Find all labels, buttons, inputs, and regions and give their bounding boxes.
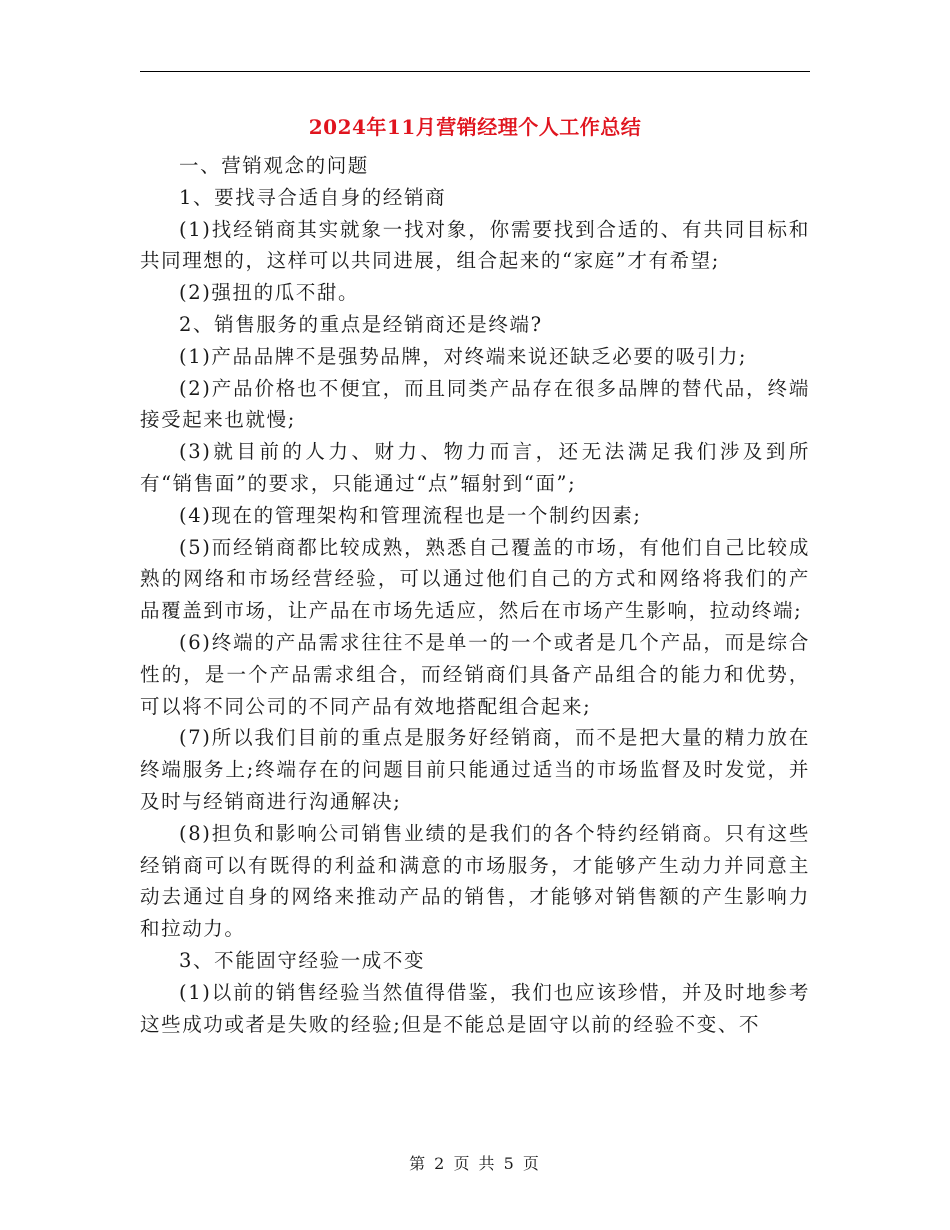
subsection-heading: 1、要找寻合适自身的经销商 — [179, 185, 447, 209]
paragraph: (1)以前的销售经验当然值得借鉴，我们也应该珍惜，并及时地参考这些成功或者是失败的经验;但是不能总是固守以前的经验不变、不 — [140, 980, 810, 1036]
document-title: 2024年11月营销经理个人工作总结 — [308, 115, 642, 139]
paragraph: (6)终端的产品需求往往不是单一的一个或者是几个产品，而是综合性的，是一个产品需求组合，而经销商们具备产品组合的能力和优势，可以将不同公司的不同产品有效地搭配组合起来; — [140, 630, 810, 718]
page-number-footer: 第 2 页 共 5 页 — [409, 1154, 541, 1173]
document-body — [140, 150, 810, 1040]
section-heading: 一、营销观念的问题 — [179, 154, 369, 177]
paragraph: (8)担负和影响公司销售业绩的是我们的各个特约经销商。只有这些经销商可以有既得的利益和满意的市场服务，才能够产生动力并同意主动去通过自身的网络来推动产品的销售，才能够对销售额的产生影响力和拉动力。 — [140, 821, 810, 941]
subsection-heading: 2、销售服务的重点是经销商还是终端? — [179, 312, 543, 336]
paragraph: (3)就目前的人力、财力、物力而言，还无法满足我们涉及到所有“销售面”的要求，只能通过“点”辐射到“面”; — [140, 440, 810, 495]
header-rule — [140, 71, 810, 72]
paragraph: (4)现在的管理架构和管理流程也是一个制约因素; — [179, 503, 642, 527]
paragraph: (7)所以我们目前的重点是服务好经销商，而不是把大量的精力放在终端服务上;终端存在的问题目前只能通过适当的市场监督及时发觉，并及时与经销商进行沟通解决; — [140, 726, 810, 813]
paragraph: (5)而经销商都比较成熟，熟悉自己覆盖的市场，有他们自己比较成熟的网络和市场经营经验，可以通过他们自己的方式和网络将我们的产品覆盖到市场，让产品在市场先适应，然后在市场产生影响，拉动终端; — [140, 535, 810, 623]
paragraph: (2)强扭的瓜不甜。 — [179, 281, 360, 305]
paragraph: (2)产品价格也不便宜，而且同类产品存在很多品牌的替代品，终端接受起来也就慢; — [140, 376, 810, 432]
paragraph: (1)找经销商其实就象一找对象，你需要找到合适的、有共同目标和共同理想的，这样可以共同进展，组合起来的“家庭”才有希望; — [140, 217, 810, 273]
subsection-heading: 3、不能固守经验一成不变 — [179, 948, 426, 972]
paragraph: (1)产品品牌不是强势品牌，对终端来说还缺乏必要的吸引力; — [179, 344, 748, 368]
